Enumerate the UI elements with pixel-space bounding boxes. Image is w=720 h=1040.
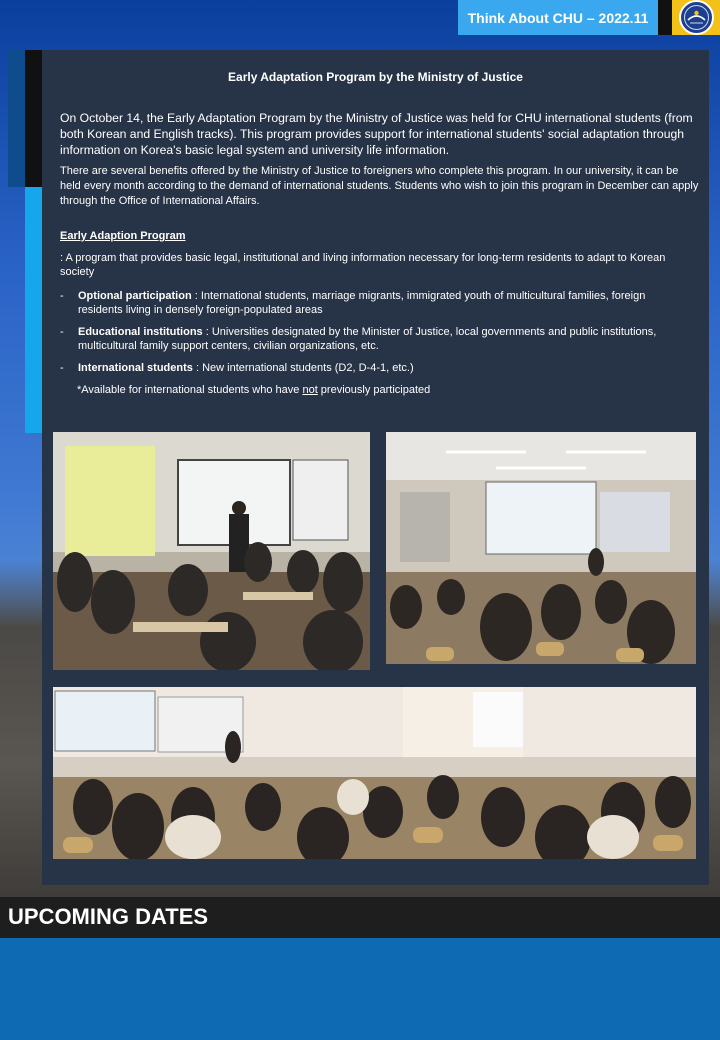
bullet-dash: - [60, 326, 64, 338]
university-logo [672, 0, 720, 35]
accent-bar-cyan [25, 187, 42, 433]
header-divider [658, 0, 672, 35]
bullet-term: International students [78, 362, 193, 374]
upcoming-dates-title: UPCOMING DATES [8, 904, 209, 929]
bullet-term: Educational institutions [78, 326, 203, 338]
bullet-dash: - [60, 290, 64, 302]
bullet-text: : New international students (D2, D-4-1, etc.) [192, 362, 414, 374]
program-section-description: : A program that provides basic legal, institutional and living information necessary for long-term residents to adapt to Korean society [60, 252, 666, 278]
bullet-text: : International students, marriage migrants, immigrated youth of multicultural families, foreign residents living in densely foreign-populated areas [78, 290, 646, 316]
note-suffix: previously participated [317, 384, 431, 396]
upcoming-dates-content-area [0, 938, 720, 1040]
eligibility-note [77, 384, 430, 396]
logo-emblem-icon [679, 0, 714, 35]
note-prefix: *Available for international students who have [77, 384, 303, 396]
event-photo-lecture-hall-2 [53, 687, 696, 859]
article-benefits-paragraph: There are several benefits offered by the Ministry of Justice to foreigners who complete this program. In our university, it can be held every month according to the demand of international students. Students who wish to join this program in December can apply through the Office of International Affairs. [60, 165, 699, 207]
event-photo-classroom-1 [53, 432, 370, 670]
accent-bar-black [25, 50, 43, 187]
event-photo-lecture-hall-1 [386, 432, 696, 664]
header-issue-label: Think About CHU – 2022.11 [458, 0, 658, 35]
bullet-term: Optional participation [78, 290, 192, 302]
note-emphasis: not [302, 384, 318, 396]
article-intro-paragraph: On October 14, the Early Adaptation Program by the Ministry of Justice was held for CHU international students (from both Korean and English tracks). This program provides support for international students' social adaptation through information on Korea's basic legal system and university life information. [60, 111, 693, 157]
bullet-text: : Universities designated by the Minister of Justice, local governments and public institutions, multicultural family support centers, civilian organizations, etc. [78, 326, 657, 352]
bullet-dash: - [60, 362, 64, 374]
article-title: Early Adaptation Program by the Ministry of Justice [228, 70, 523, 84]
program-section-title: Early Adaption Program [60, 230, 186, 242]
